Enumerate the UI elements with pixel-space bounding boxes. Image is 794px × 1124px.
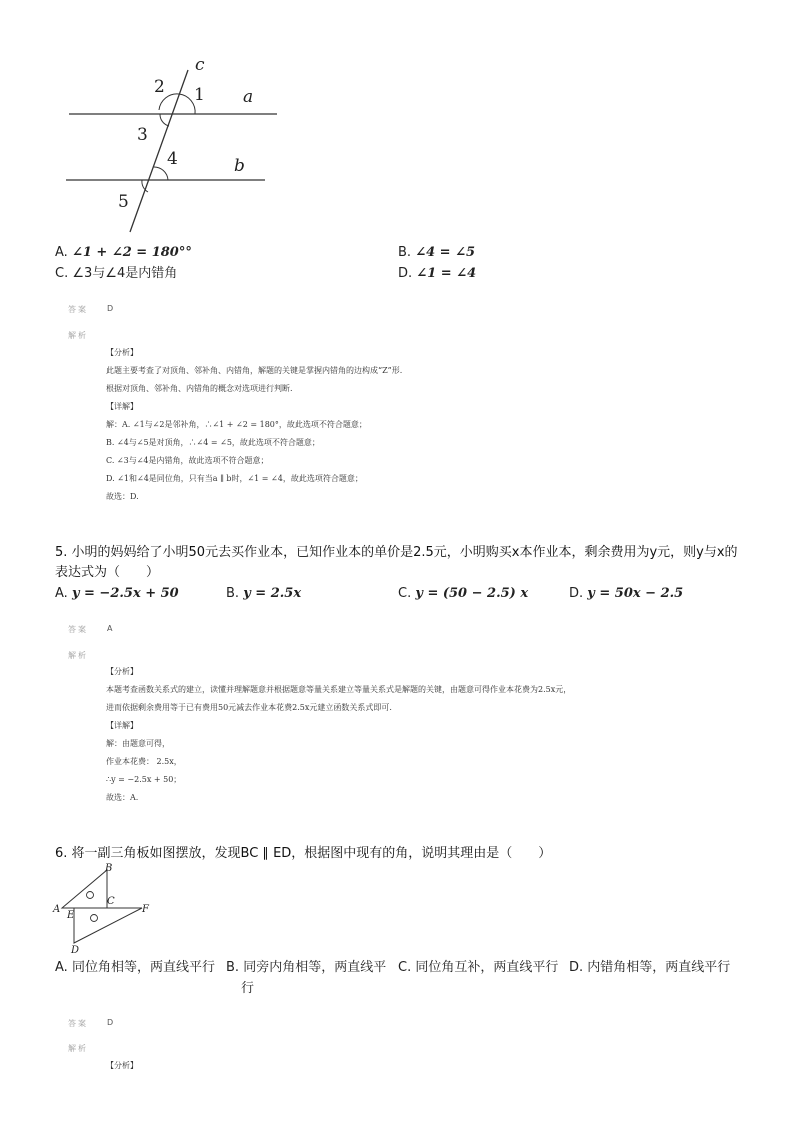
- option-text: 同位角互补，两直线平行: [415, 960, 559, 975]
- q6-answer-label: 答案: [68, 1019, 88, 1028]
- label-1: 1: [194, 85, 205, 105]
- q4-answer-value: D: [107, 304, 114, 313]
- label-B: B: [105, 863, 113, 874]
- option-text: 内错角相等，两直线平行: [587, 960, 731, 975]
- hole-upper: [87, 892, 94, 899]
- label-c: c: [195, 55, 205, 75]
- triangle-edf: [74, 908, 142, 943]
- q4-option-b[interactable]: [398, 244, 475, 262]
- q6-option-c[interactable]: [398, 959, 558, 977]
- analysis-line: 解：由题意可得，: [106, 739, 170, 748]
- q4-option-a[interactable]: [55, 244, 192, 262]
- option-letter: A.: [55, 245, 68, 260]
- option-text: y = (50 − 2.5) x: [415, 586, 529, 601]
- q5-analysis: [106, 663, 571, 807]
- analysis-line: D. ∠1和∠4是同位角，只有当a ∥ b时，∠1 = ∠4，故此选项符合题意；: [106, 474, 363, 483]
- label-a: a: [243, 87, 254, 107]
- option-letter: C.: [55, 266, 69, 281]
- q4-answer-label: 答案: [68, 305, 88, 314]
- label-F: F: [142, 904, 149, 915]
- q6-analysis: [106, 1057, 138, 1075]
- option-text-continuation: 行: [241, 981, 255, 996]
- q5-option-c[interactable]: [398, 585, 528, 603]
- option-letter: B.: [226, 586, 240, 601]
- q5-title-line2: 表达式为（ ）: [55, 565, 160, 580]
- option-text: ∠4 = ∠5: [415, 245, 476, 260]
- q5-title: [55, 543, 755, 583]
- q5-analysis-label: 解析: [68, 651, 88, 660]
- q6-option-d[interactable]: [569, 959, 730, 977]
- analysis-line: 【分析】: [106, 667, 138, 676]
- analysis-line: 此题主要考查了对顶角、邻补角、内错角，解题的关键是掌握内错角的边构成“Z”形.: [106, 366, 403, 375]
- label-D: D: [71, 945, 80, 956]
- q5-option-d[interactable]: [569, 585, 683, 603]
- q5-option-a[interactable]: [55, 585, 179, 603]
- analysis-line: 作业本花费： 2.5x，: [106, 757, 182, 766]
- q6-title: 6. 将一副三角板如图摆放，发现BC ∥ ED，根据图中现有的角，说明其理由是（ ）: [55, 846, 552, 861]
- analysis-line: 本题考查函数关系式的建立，读懂并理解题意并根据题意等量关系建立等量关系式是解题的关键，由题意可得作业本花费为2.5x元，: [106, 685, 572, 694]
- label-b: b: [234, 156, 245, 176]
- analysis-line: 【详解】: [106, 402, 138, 411]
- analysis-line: 【分析】: [106, 1061, 138, 1070]
- analysis-line: 进而依据剩余费用等于已有费用50元减去作业本花费2.5x元建立函数关系式即可.: [106, 703, 392, 712]
- option-letter: C.: [398, 586, 412, 601]
- analysis-line: 【详解】: [106, 721, 138, 730]
- option-letter: C.: [398, 960, 412, 975]
- option-letter: D.: [569, 960, 584, 975]
- analysis-line: 【分析】: [106, 348, 138, 357]
- label-2: 2: [154, 77, 165, 97]
- label-A: A: [53, 904, 61, 915]
- q6-analysis-label: 解析: [68, 1044, 88, 1053]
- analysis-line: ∴y = −2.5x + 50；: [106, 775, 182, 784]
- q4-figure: [55, 50, 285, 240]
- q4-analysis-label: 解析: [68, 331, 88, 340]
- option-letter: D.: [569, 586, 584, 601]
- option-text: ∠3与∠4是内错角: [72, 266, 178, 281]
- option-text: 同旁内角相等，两直线平: [243, 960, 387, 975]
- analysis-line: 故选：D.: [106, 492, 139, 501]
- analysis-line: C. ∠3与∠4是内错角，故此选项不符合题意；: [106, 456, 269, 465]
- option-letter: D.: [398, 266, 413, 281]
- q6-option-b[interactable]: [226, 959, 386, 998]
- analysis-line: 解：A. ∠1与∠2是邻补角，∴∠1 + ∠2 = 180°，故此选项不符合题意；: [106, 420, 367, 429]
- option-letter: A.: [55, 960, 68, 975]
- option-text: ∠1 + ∠2 = 180°°: [71, 245, 192, 260]
- label-5: 5: [118, 192, 129, 212]
- q4-option-d[interactable]: [398, 265, 476, 283]
- label-4: 4: [167, 149, 178, 169]
- angle-arc-3: [160, 114, 169, 126]
- option-letter: B.: [398, 245, 412, 260]
- option-text: 同位角相等，两直线平行: [71, 960, 215, 975]
- q6-answer-value: D: [107, 1018, 114, 1027]
- option-text: y = 50x − 2.5: [587, 586, 684, 601]
- label-C: C: [107, 896, 115, 907]
- hole-lower: [91, 915, 98, 922]
- q6-option-a[interactable]: [55, 959, 215, 977]
- angle-arc-4: [153, 167, 168, 180]
- analysis-line: 故选：A.: [106, 793, 139, 802]
- option-text: y = 2.5x: [243, 586, 302, 601]
- q4-analysis: [106, 344, 402, 506]
- option-text: ∠1 = ∠4: [416, 266, 477, 281]
- analysis-line: 根据对顶角、邻补角、内错角的概念对选项进行判断.: [106, 384, 293, 393]
- q6-figure: [50, 860, 160, 956]
- option-letter: B.: [226, 960, 240, 975]
- option-letter: A.: [55, 586, 68, 601]
- label-3: 3: [137, 125, 148, 145]
- q4-option-c[interactable]: [55, 265, 177, 283]
- q5-answer-value: A: [107, 624, 113, 633]
- option-text: y = −2.5x + 50: [71, 586, 179, 601]
- triangle-abc: [62, 870, 107, 908]
- q5-option-b[interactable]: [226, 585, 301, 603]
- q5-answer-label: 答案: [68, 625, 88, 634]
- label-E: E: [67, 910, 75, 921]
- analysis-line: B. ∠4与∠5是对顶角，∴∠4 = ∠5，故此选项不符合题意；: [106, 438, 320, 447]
- q5-title-line1: 5. 小明的妈妈给了小明50元去买作业本，已知作业本的单价是2.5元，小明购买x本作业本，剩余费用为y元，则y与x的: [55, 545, 738, 560]
